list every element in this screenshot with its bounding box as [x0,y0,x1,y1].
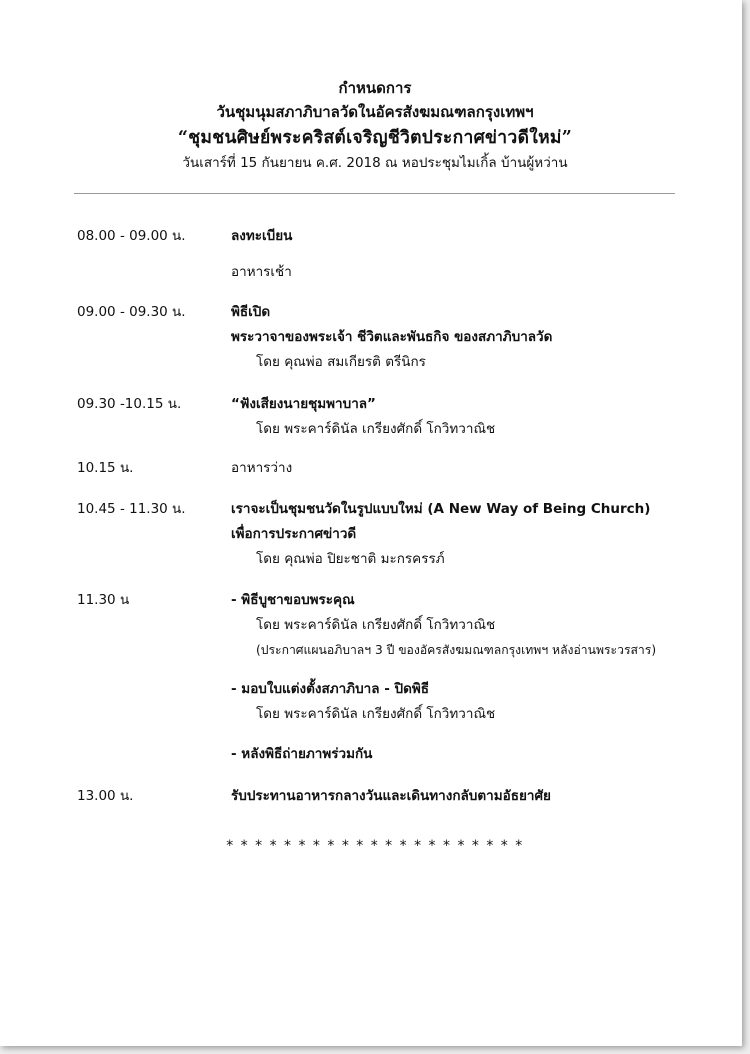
schedule-time: 09.30 -10.15 น. [77,396,182,412]
schedule-item: ลงทะเบียน [231,228,293,244]
schedule-speaker: โดย คุณพ่อ ปิยะชาติ มะกรครรภ์ [256,551,445,567]
schedule-item: พิธีเปิด [231,304,271,320]
schedule-speaker: โดย พระคาร์ดินัล เกรียงศักดิ์ โกวิทวาณิช [256,421,496,437]
footer-stars-divider: * * * * * * * * * * * * * * * * * * * * * [226,838,524,854]
schedule-time: 09.00 - 09.30 น. [77,304,186,320]
schedule-item: - หลังพิธีถ่ายภาพร่วมกัน [231,746,373,762]
schedule-time: 13.00 น. [77,788,134,804]
header-line-agenda: กำหนดการ [338,79,412,97]
header-line-event: วันชุมนุมสภาภิบาลวัดในอัครสังฆมณฑลกรุงเทพฯ [216,103,534,121]
schedule-item: - มอบใบแต่งตั้งสภาภิบาล - ปิดพิธี [231,681,429,697]
schedule-time: 08.00 - 09.00 น. [77,228,186,244]
schedule-speaker: โดย พระคาร์ดินัล เกรียงศักดิ์ โกวิทวาณิช [256,706,496,722]
schedule-note: (ประกาศแผนอภิบาลฯ 3 ปี ของอัครสังฆมณฑลกรุงเทพฯ หลังอ่านพระวรสาร) [256,643,657,657]
schedule-time: 10.45 - 11.30 น. [77,501,186,517]
schedule-time: 11.30 น [77,592,130,608]
schedule-item: อาหารเช้า [231,264,292,280]
document-header [0,76,750,174]
header-date-venue: วันเสาร์ที่ 15 กันยายน ค.ศ. 2018 ณ หอประชุมไมเกิ้ล บ้านผู้หว่าน [182,155,568,171]
schedule-item: รับประทานอาหารกลางวันและเดินทางกลับตามอัธยาศัย [231,788,551,804]
header-title: “ชุมชนศิษย์พระคริสต์เจริญชีวิตประกาศข่าวดีใหม่” [177,128,573,148]
schedule-speaker: โดย คุณพ่อ สมเกียรติ ตรีนิกร [256,354,426,370]
schedule-item: - พิธีบูชาขอบพระคุณ [231,592,355,608]
schedule-item: พระวาจาของพระเจ้า ชีวิตและพันธกิจ ของสภาภิบาลวัด [231,329,553,345]
header-divider [74,193,675,194]
schedule-item: “ฟังเสียงนายชุมพาบาล” [231,396,376,412]
schedule-item: เราจะเป็นชุมชนวัดในรูปแบบใหม่ (A New Way of Being Church) [231,501,651,517]
schedule-time: 10.15 น. [77,460,134,476]
schedule-item: เพื่อการประกาศข่าวดี [231,526,357,542]
schedule-speaker: โดย พระคาร์ดินัล เกรียงศักดิ์ โกวิทวาณิช [256,617,496,633]
schedule-item: อาหารว่าง [231,460,293,476]
